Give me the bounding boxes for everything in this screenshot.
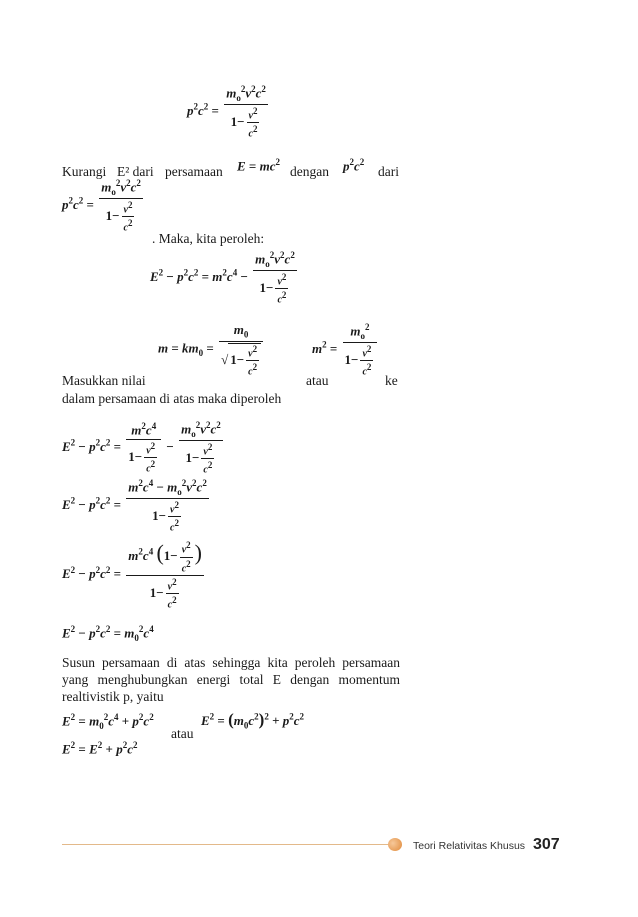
footer-rule <box>62 844 392 845</box>
text-dalam: dalam persamaan di atas maka diperoleh <box>62 391 282 406</box>
equation-final-3: $E^2 = E^2 + p^2c^2$ <box>62 740 138 757</box>
equation-e-mc2: $E = mc^2$ <box>237 157 280 174</box>
text-dengan: dengan <box>290 164 329 179</box>
equation-step-2: $E^2 - p^2c^2$ = $m^2c^4 - m_o^2v^2c^2$ 1− $\frac{v^2}{c^2}$ <box>62 478 207 534</box>
paragraph-susun: Susun persamaan di atas sehingga kita peroleh persamaan yang menghubungkan energi total E dengan momentum realtivistik p, yaitu <box>62 655 400 704</box>
equation-pc-top: $p^2c^2$ = $m_o^2v^2c^2$ 1− $\frac{v^2}{c^2}$ <box>187 84 266 140</box>
text-e2-dari: E² dari <box>117 164 154 179</box>
equation-e2-minus-p2c2: $E^2 - p^2c^2 = m^2c^4$ − $m_o^2v^2c^2$ 1− $\frac{v^2}{c^2}$ <box>150 250 295 306</box>
text-atau-2: atau <box>171 726 194 741</box>
equation-pc-left: $p^2c^2$ = $m_o^2v^2c^2$ 1− $\frac{v^2}{c^2}$ <box>62 178 141 234</box>
footer-ornament <box>388 838 402 851</box>
text-persamaan: persamaan <box>165 164 223 179</box>
equation-final-1: $E^2 = m_0^2c^4 + p^2c^2$ <box>62 712 154 731</box>
text-ke: ke <box>385 373 398 388</box>
equation-step-1: $E^2 - p^2c^2$ = $m^2c^4$ 1− $\frac{v^2}{c^2}$ − $m_o^2v^2c^2$ 1− $\frac{v^2}{c^2}$ <box>62 420 221 476</box>
text-maka: . Maka, kita peroleh: <box>152 231 265 246</box>
equation-step-3: $E^2 - p^2c^2$ = $m^2c^4$ (1− $\frac{v^2}{c^2}$ ) 1− $\frac{v^2}{c^2}$ <box>62 540 202 611</box>
equation-m-km0: $m = km_0$ = $m_0$ √ 1− $\frac{v^2}{c^2}$ <box>158 322 265 377</box>
equation-m-squared: $m^2$ = $m_o^2$ 1− $\frac{v^2}{c^2}$ <box>312 322 379 378</box>
text-atau-1: atau <box>306 373 329 388</box>
text-dari: dari <box>378 164 399 179</box>
page-number: 307 <box>533 836 560 853</box>
footer-title: Teori Relativitas Khusus <box>413 840 526 852</box>
equation-p2c2: $p^2c^2$ <box>343 157 365 174</box>
text-kurangi: Kurangi <box>62 164 107 179</box>
equation-step-4: $E^2 - p^2c^2 = m_0^2c^4$ <box>62 624 154 643</box>
text-masukkan: Masukkan nilai <box>62 373 146 388</box>
equation-final-2: $E^2 = (m_0c^2)^2 + p^2c^2$ <box>201 710 305 731</box>
